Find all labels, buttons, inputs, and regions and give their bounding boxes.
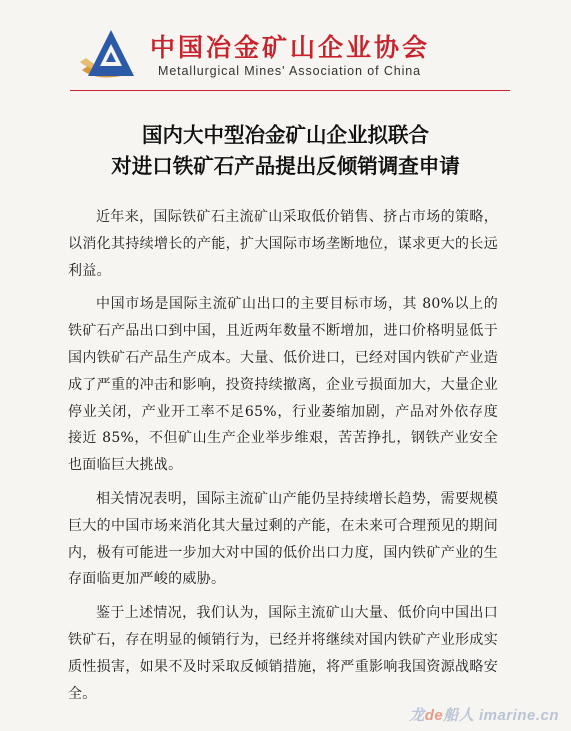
paragraph-4: 鉴于上述情况，我们认为，国际主流矿山大量、低价向中国出口铁矿石，存在明显的倾销行为，已经并将继续对国内铁矿产业形成实质性损害，如果不及时采取反倾销措施，将严重影响我国资源战略安全。 — [68, 605, 498, 702]
letterhead — [0, 0, 571, 100]
watermark-prefix: 龙 — [409, 707, 425, 724]
association-logo-icon — [78, 26, 140, 84]
watermark-accent: de — [424, 707, 444, 724]
site-watermark — [409, 704, 559, 725]
letterhead-divider — [70, 90, 510, 91]
paragraph-1: 近年来，国际铁矿石主流矿山采取低价销售、挤占市场的策略，以消化其持续增长的产能，扩大国际市场垄断地位，谋求更大的长远利益。 — [68, 209, 498, 279]
document-body — [68, 204, 498, 714]
document-title-line-2: 对进口铁矿石产品提出反倾销调查申请 — [111, 154, 460, 178]
organization-name-chinese: 中国冶金矿山企业协会 — [150, 33, 431, 62]
paragraph-3: 相关情况表明，国际主流矿山产能仍呈持续增长趋势，需要规模巨大的中国市场来消化其大量过剩的产能，在未来可合理预见的期间内，极有可能进一步加大对中国的低价出口力度，国内铁矿产业的生存面临更加严峻的威胁。 — [68, 490, 498, 588]
watermark-site: imarine.cn — [474, 707, 559, 724]
paragraph-2: 中国市场是国际主流矿山出口的主要目标市场，其 80%以上的铁矿石产品出口到中国，且近两年数量不断增加，进口价格明显低于国内铁矿石产品生产成本。大量、低价进口，已经对国内铁矿产业造成了严重的冲击和影响，投资持续撤离，企业亏损面加大，大量企业停业关闭，产业开工率不足65%，行业萎缩加剧，产品对外依存度接近 85%，不但矿山生产企业举步维艰，苦苦挣扎，钢铁产业安全也面临巨大挑战。 — [68, 296, 498, 474]
organization-name-english: Metallurgical Mines' Association of China — [158, 64, 422, 78]
watermark-middle: 船人 — [443, 707, 475, 724]
document-title-line-1: 国内大中型冶金矿山企业拟联合 — [142, 123, 429, 147]
